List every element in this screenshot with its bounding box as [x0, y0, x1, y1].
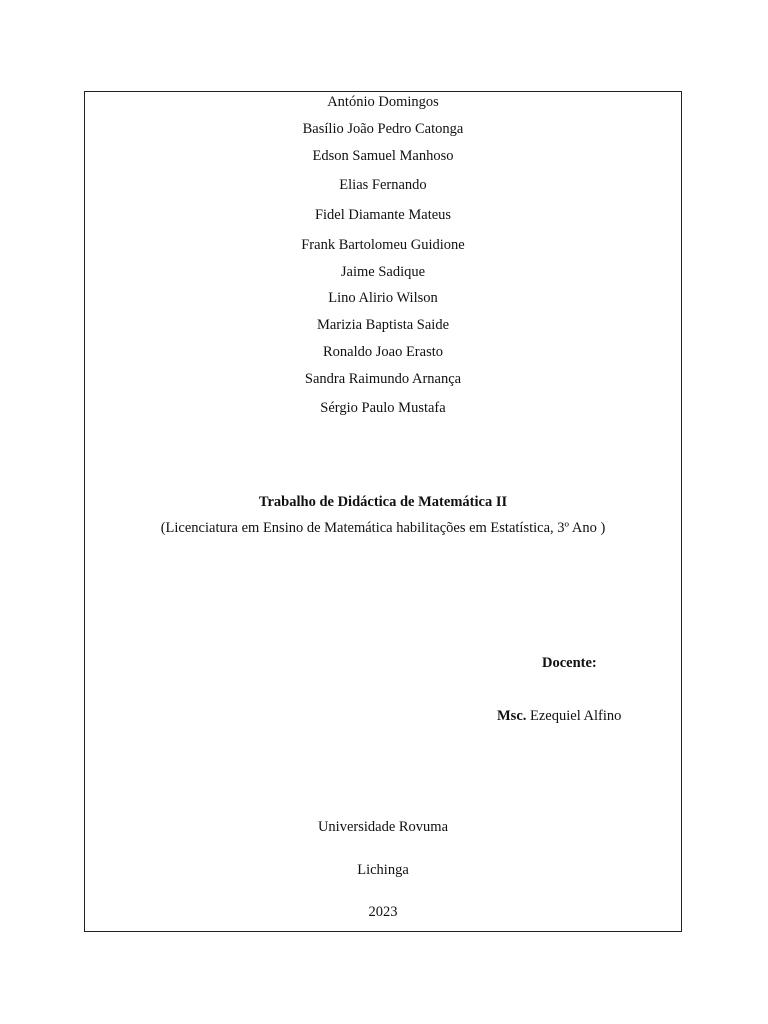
author-name: Frank Bartolomeu Guidione — [301, 237, 465, 253]
work-title: Trabalho de Didáctica de Matemática II — [258, 494, 508, 510]
year: 2023 — [368, 904, 398, 920]
author-name: Jaime Sadique — [340, 264, 426, 280]
document-page — [84, 91, 682, 932]
city-name: Lichinga — [357, 862, 409, 878]
author-name: Edson Samuel Manhoso — [312, 148, 454, 164]
author-name: Sérgio Paulo Mustafa — [320, 400, 446, 416]
author-name: Elias Fernando — [339, 177, 427, 193]
author-name: Ronaldo Joao Erasto — [322, 344, 443, 360]
author-name: Lino Alirio Wilson — [328, 290, 438, 306]
author-name: Sandra Raimundo Arnança — [304, 371, 462, 387]
work-subtitle: (Licenciatura em Ensino de Matemática habilitações em Estatística, 3º Ano ) — [160, 520, 606, 536]
author-name: Fidel Diamante Mateus — [314, 207, 452, 223]
docente-label: Docente: — [542, 655, 597, 671]
supervisor-name: Ezequiel Alfino — [530, 708, 622, 724]
institution-name: Universidade Rovuma — [317, 819, 449, 835]
author-name: Marizia Baptista Saide — [316, 317, 450, 333]
supervisor-title: Msc. — [497, 708, 527, 724]
author-name: António Domingos — [327, 94, 439, 110]
supervisor-line — [497, 707, 621, 725]
author-name: Basílio João Pedro Catonga — [302, 121, 464, 137]
